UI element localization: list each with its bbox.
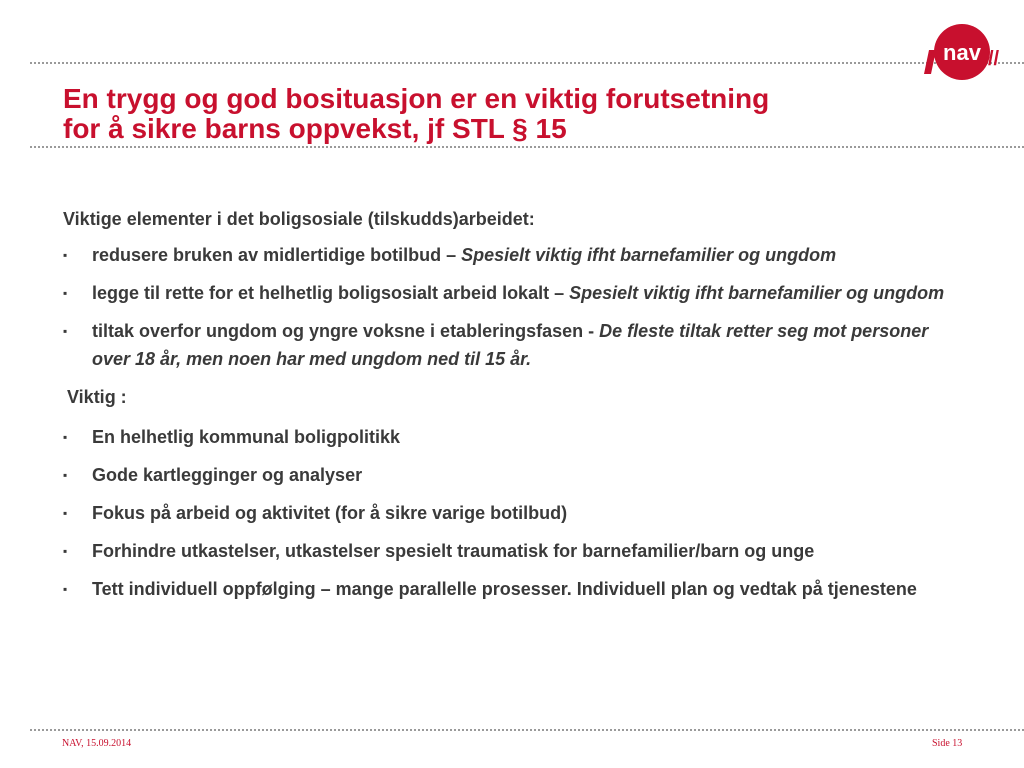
logo-suffix: // [988, 48, 1000, 70]
top-divider [30, 62, 1024, 64]
bullet-square-icon: ▪ [63, 430, 68, 444]
viktig-heading: Viktig : [67, 387, 127, 407]
bullet-text: En helhetlig kommunal boligpolitikk [92, 427, 401, 447]
list-item [63, 423, 963, 451]
list-item [63, 537, 963, 565]
intro-text: Viktige elementer i det boligsosiale (tilskudds)arbeidet: [63, 209, 535, 229]
list-item [63, 575, 963, 603]
bullet-square-icon: ▪ [63, 324, 68, 338]
list-item [63, 317, 963, 373]
bullet-square-icon: ▪ [63, 248, 68, 262]
bullet-list-2 [63, 423, 963, 603]
slide-body [63, 205, 963, 613]
list-item [63, 279, 963, 307]
bullet-italic: Spesielt viktig ifht barnefamilier og ungdom [569, 283, 945, 303]
list-item [63, 241, 963, 269]
bullet-text: Gode kartlegginger og analyser [92, 465, 363, 485]
bullet-text: Fokus på arbeid og aktivitet (for å sikre varige botilbud) [92, 503, 568, 523]
bullet-text: Tett individuell oppfølging – mange parallelle prosesser. Individuell plan og vedtak på tjenestene [92, 579, 917, 599]
bullet-square-icon: ▪ [63, 286, 68, 300]
list-item [63, 499, 963, 527]
title-line-1: En trygg og god bosituasjon er en viktig forutsetning [63, 83, 770, 114]
bullet-text: legge til rette for et helhetlig boligsosialt arbeid lokalt – [92, 283, 570, 303]
bottom-divider [30, 729, 1024, 731]
title-divider [30, 146, 1024, 148]
bullet-italic: Spesielt viktig ifht barnefamilier og ungdom [461, 245, 837, 265]
list-item [63, 461, 963, 489]
bullet-text: redusere bruken av midlertidige botilbud – [92, 245, 462, 265]
bullet-square-icon: ▪ [63, 544, 68, 558]
bullet-list-1 [63, 241, 963, 373]
bullet-text: tiltak overfor ungdom og yngre voksne i etableringsfasen - [92, 321, 600, 341]
bullet-square-icon: ▪ [63, 506, 68, 520]
bullet-text: Forhindre utkastelser, utkastelser spesielt traumatisk for barnefamilier/barn og unge [92, 541, 815, 561]
bullet-square-icon: ▪ [63, 468, 68, 482]
bullet-italic: De fleste tiltak retter seg mot personer over 18 år, men noen har med ungdom ned til 15 år. [92, 321, 929, 369]
bullet-square-icon: ▪ [63, 582, 68, 596]
footer-page-number: Side 13 [932, 738, 963, 749]
footer-date: NAV, 15.09.2014 [62, 738, 132, 749]
logo-text: nav [943, 40, 981, 65]
slide-title [63, 84, 963, 144]
nav-logo [922, 22, 1022, 82]
title-line-2: for å sikre barns oppvekst, jf STL § 15 [63, 113, 567, 144]
